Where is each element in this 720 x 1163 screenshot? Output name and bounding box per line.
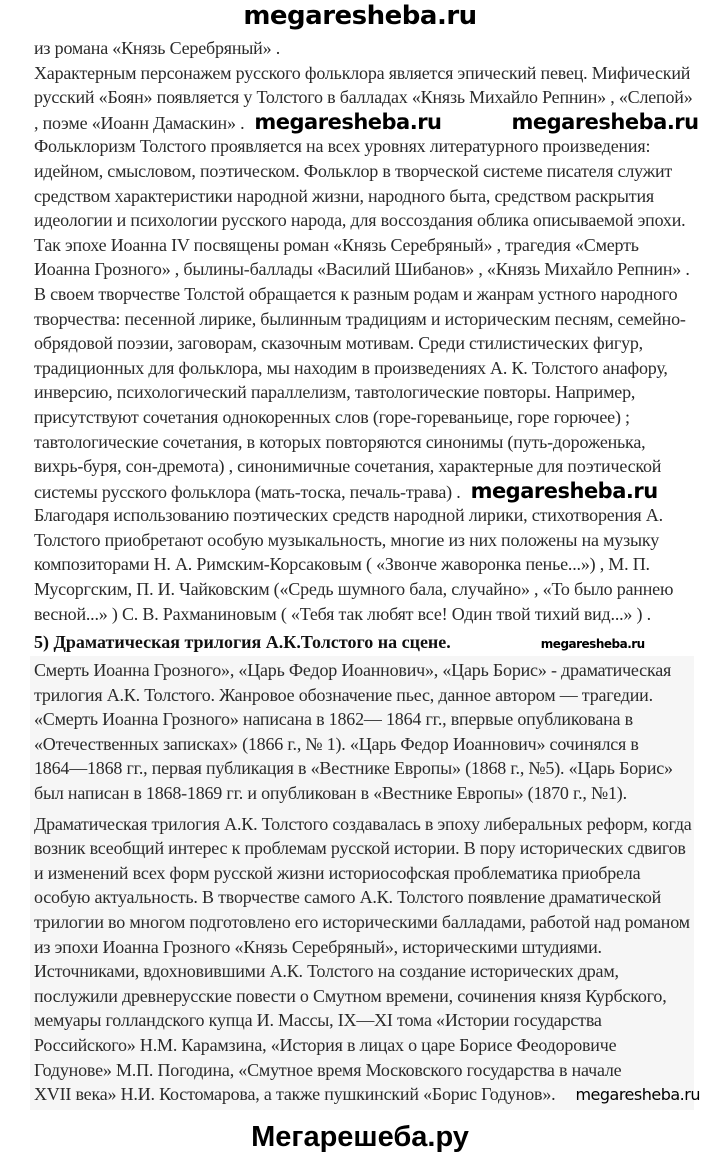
text-line: традиционных для фольклора, мы находим в произведениях А. К. Толстого анафору, xyxy=(34,357,668,378)
text-line: вихрь-буря, сон-дремота) , синонимичные сочетания, характерные для поэтической xyxy=(34,456,662,477)
text-line: идейном, смысловом, поэтическом. Фольклор в творческой системе писателя служит xyxy=(34,160,673,181)
text-line: композиторами Н. А. Римским-Корсаковым ( «Звонче жаворонка пенье...») , М. П. xyxy=(34,554,650,575)
text-line: русский «Боян» появляется у Толстого в балладах «Князь Михайло Репнин» , «Слепой» xyxy=(34,87,693,108)
text-line xyxy=(34,479,699,504)
text-line: Мусоргским, П. И. Чайковским («Средь шумного бала, случайно» , «То было раннею xyxy=(34,579,674,600)
text-line xyxy=(34,36,699,61)
text-line: Драматическая трилогия А.К. Толстого создавалась в эпоху либеральных реформ, когда xyxy=(34,813,692,834)
line-text: системы русского фольклора (мать-тоска, печаль-трава) . xyxy=(34,481,461,502)
text-line: Российского» Н.М. Карамзина, «История в лицах о царе Борисе Феодоровиче xyxy=(34,1034,617,1055)
section-folklore xyxy=(34,36,699,626)
text-line: 1864—1868 гг., первая публикация в «Вестнике Европы» (1868 г., №5). «Царь Борис» xyxy=(34,758,673,779)
watermark: megaresheba.ru xyxy=(511,109,699,134)
text-line: средством характеристики народной жизни, народного быта, средством раскрытия xyxy=(34,185,654,206)
text-line: Так эпохе Иоанна IV посвящены роман «Князь Серебряный» , трагедия «Смерть xyxy=(34,234,639,255)
text-line: особую актуальность. В творчестве самого А.К. Толстого появление драматической xyxy=(34,887,662,908)
text-line: Толстого приобретают особую музыкальность, многие из них положены на музыку xyxy=(34,529,660,550)
text-line: Иоанна Грозного» , былины-баллады «Василий Шибанов» , «Князь Михайло Репнин» . xyxy=(34,259,690,280)
text-line: послужили древнерусские повести о Смутном времени, сочинения князя Курбского, xyxy=(34,985,667,1006)
text-line: творчества: песенной лирике, былинным традициям и историческим песням, семейно- xyxy=(34,308,686,329)
text-line: тавтологические сочетания, в которых повторяются синонимы (путь-дороженька, xyxy=(34,431,646,452)
text-line: Благодаря использованию поэтических средств народной лирики, стихотворения А. xyxy=(34,505,663,526)
heading-text: 5) Драматическая трилогия А.К.Толстого на сцене. xyxy=(34,632,451,652)
text-line: Характерным персонажем русского фольклора является эпический певец. Мифический xyxy=(34,62,691,83)
text-line: весной...» ) С. В. Рахманиновым ( «Тебя так любят все! Один твой тихий вид...» ) . xyxy=(34,603,651,624)
text-line: В своем творчестве Толстой обращается к разным родам и жанрам устного народного xyxy=(34,283,678,304)
text-line: Годунове» М.П. Погодина, «Смутное время Московского государства в начале xyxy=(34,1059,622,1080)
text-line: и изменений всех форм русской жизни историософская проблематика приобрела xyxy=(34,862,641,883)
text-line: идеологии и психологии русского народа, для воссоздания облика описываемой эпохи. xyxy=(34,210,686,231)
watermark: megaresheba.ru xyxy=(254,109,442,134)
text-line: мемуары голландского купца И. Массы, IX—XI тома «Истории государства xyxy=(34,1010,602,1031)
section-trilogy xyxy=(34,658,700,1107)
line-text: из романа «Князь Серебряный» . xyxy=(34,38,281,58)
text-line: «Смерть Иоанна Грозного» написана в 1862— 1864 гг., впервые опубликована в xyxy=(34,709,633,730)
watermark: megaresheba.ru xyxy=(575,1085,700,1105)
line-text: XVII века» Н.И. Костомарова, а также пушкинский «Борис Годунов». xyxy=(34,1084,556,1105)
watermark: megaresheba.ru xyxy=(470,478,658,503)
site-footer: Мегарешеба.ру xyxy=(251,1121,469,1153)
text-line: присутствуют сочетания однокоренных слов (горе-гореваньице, горе горючее) ; xyxy=(34,406,630,427)
text-line: Смерть Иоанна Грозного», «Царь Федор Иоаннович», «Царь Борис» - драматическая xyxy=(34,660,672,680)
section-heading xyxy=(34,630,645,654)
text-line: из эпохи Иоанна Грозного «Князь Серебряный», историческими штудиями. xyxy=(34,936,602,957)
text-line: Фольклоризм Толстого проявляется на всех уровнях литературного произведения: xyxy=(34,136,651,157)
text-line xyxy=(34,110,699,135)
text-line: трилогии во многом подготовлено его историческими балладами, работой над романом xyxy=(34,911,690,932)
site-header: megaresheba.ru xyxy=(243,1,477,31)
text-line xyxy=(34,1082,700,1107)
text-line: обрядовой поэзии, заговорам, сказочным мотивам. Среди стилистических фигур, xyxy=(34,333,643,354)
watermark: megaresheba.ru xyxy=(540,637,645,651)
text-line: возник всеобщий интерес к проблемам русской истории. В пору исторических сдвигов xyxy=(34,838,686,859)
text-line: был написан в 1868-1869 гг. и опубликован в «Вестнике Европы» (1870 г., №1). xyxy=(34,782,627,803)
text-line: Источниками, вдохновившими А.К. Толстого на создание исторических драм, xyxy=(34,961,619,982)
text-line: инверсию, психологический параллелизм, тавтологические повторы. Например, xyxy=(34,382,636,403)
line-text: , поэме «Иоанн Дамаскин» . xyxy=(34,112,245,133)
text-line: «Отечественных записках» (1866 г., № 1). «Царь Федор Иоаннович» сочинялся в xyxy=(34,733,639,754)
text-line: трилогия А.К. Толстого. Жанровое обозначение пьес, данное автором — трагедии. xyxy=(34,684,653,705)
